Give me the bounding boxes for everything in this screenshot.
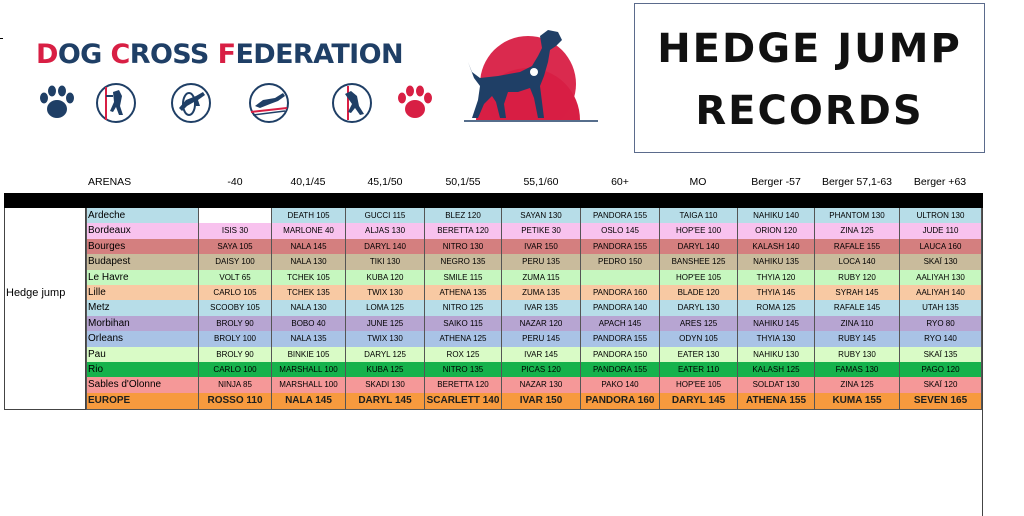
record-cell: NITRO 135	[425, 362, 502, 379]
record-cell: ROX 125	[425, 347, 502, 364]
record-cell: SYRAH 145	[815, 285, 900, 302]
column-header: 40,1/45	[290, 176, 326, 188]
record-cell: SAYA 105	[199, 239, 272, 256]
record-cell: PANDORA 140	[581, 300, 660, 317]
record-cell: TIKI 130	[346, 254, 425, 271]
discipline-label: Hedge jump	[6, 287, 66, 299]
record-cell: APACH 145	[581, 316, 660, 333]
title-line-1: HEDGE JUMP	[657, 26, 962, 72]
record-cell: BERETTA 120	[425, 377, 502, 394]
record-cell: RYO 140	[900, 331, 982, 348]
title-box	[634, 3, 985, 153]
record-cell: ZINA 110	[815, 316, 900, 333]
arena-name-cell: Budapest	[86, 254, 199, 271]
arena-name-cell: Sables d'Olonne	[86, 377, 199, 394]
record-cell: ATHENA 135	[425, 285, 502, 302]
arena-name-cell: Rio	[86, 362, 199, 379]
record-cell: NALA 130	[272, 300, 346, 317]
title-line-2: RECORDS	[695, 88, 924, 134]
record-cell: NAHIKU 145	[738, 316, 815, 333]
record-cell: JUDE 110	[900, 223, 982, 240]
column-header: 50,1/55	[445, 176, 481, 188]
column-header: 60+	[611, 176, 629, 188]
record-cell: NAHIKU 135	[738, 254, 815, 271]
record-cell: TAIGA 110	[660, 208, 738, 225]
record-cell: DARYL 125	[346, 347, 425, 364]
column-header-arenas: ARENAS	[88, 176, 132, 188]
arena-name-cell: Metz	[86, 300, 199, 317]
record-cell: PETIKE 30	[502, 223, 581, 240]
record-cell: DARYL 145	[346, 393, 425, 410]
record-cell: PANDORA 160	[581, 393, 660, 410]
arena-name-cell: Le Havre	[86, 270, 199, 287]
record-cell: KUBA 125	[346, 362, 425, 379]
arena-row	[86, 254, 982, 270]
federation-logo-text: DOG CROSS FEDERATION	[36, 39, 403, 70]
record-cell: PAGO 120	[900, 362, 982, 379]
arena-name-cell: Pau	[86, 347, 199, 364]
dog-high-jump-icon	[95, 82, 137, 124]
record-cell: SKAÏ 135	[900, 347, 982, 364]
arena-name-cell: Ardeche	[86, 208, 199, 225]
record-cell: SEVEN 165	[900, 393, 982, 410]
record-cell: NALA 145	[272, 393, 346, 410]
record-cell: RYO 80	[900, 316, 982, 333]
record-cell: LOCA 140	[815, 254, 900, 271]
record-cell: HOP'EE 105	[660, 270, 738, 287]
record-cell: IVAR 150	[502, 393, 581, 410]
record-cell: DARYL 145	[660, 393, 738, 410]
discipline-cell	[4, 208, 86, 410]
record-cell: VOLT 65	[199, 270, 272, 287]
arena-row	[86, 362, 982, 378]
record-cell: DARYL 130	[660, 300, 738, 317]
column-header: 45,1/50	[367, 176, 403, 188]
record-cell: PAKO 140	[581, 377, 660, 394]
column-header: -40	[227, 176, 243, 188]
column-header: Berger -57	[751, 176, 801, 188]
paw-red-icon	[394, 82, 436, 124]
arena-row	[86, 300, 982, 316]
record-cell: SKAÏ 120	[900, 377, 982, 394]
record-cell: SMILE 115	[425, 270, 502, 287]
record-cell: ROSSO 110	[199, 393, 272, 410]
arena-name-cell: Orleans	[86, 331, 199, 348]
record-cell: GUCCI 115	[346, 208, 425, 225]
record-cell: PANDORA 155	[581, 208, 660, 225]
record-cell: MARLONE 40	[272, 223, 346, 240]
record-cell: SOLDAT 130	[738, 377, 815, 394]
record-cell: IVAR 135	[502, 300, 581, 317]
record-cell: BROLY 90	[199, 316, 272, 333]
record-cell: PANDORA 155	[581, 331, 660, 348]
record-cell: DAISY 100	[199, 254, 272, 271]
record-cell: EATER 110	[660, 362, 738, 379]
record-cell: NAZAR 130	[502, 377, 581, 394]
arena-name-cell: Morbihan	[86, 316, 199, 333]
record-cell: SKADI 130	[346, 377, 425, 394]
record-cell: CARLO 105	[199, 285, 272, 302]
column-header: MO	[689, 176, 707, 188]
paw-blue-icon	[36, 82, 78, 124]
record-cell: DARYL 140	[660, 239, 738, 256]
record-cell: BLADE 120	[660, 285, 738, 302]
discipline-icons	[36, 82, 436, 126]
dog-long-jump-icon	[248, 82, 290, 124]
arena-name-cell: Lille	[86, 285, 199, 302]
record-cell: UTAH 135	[900, 300, 982, 317]
column-header: Berger 57,1-63	[821, 176, 893, 188]
arena-row	[86, 223, 982, 239]
record-cell: SAYAN 130	[502, 208, 581, 225]
record-cell: ZUMA 115	[502, 270, 581, 287]
record-cell: RAFALE 155	[815, 239, 900, 256]
record-cell: NEGRO 135	[425, 254, 502, 271]
record-cell: SCARLETT 140	[425, 393, 502, 410]
record-cell: MARSHALL 100	[272, 377, 346, 394]
record-cell: ALJAS 130	[346, 223, 425, 240]
arena-row	[86, 239, 982, 255]
record-cell: TWIX 130	[346, 285, 425, 302]
record-cell: ISIS 30	[199, 223, 272, 240]
corner-mark	[0, 38, 3, 39]
record-cell: CARLO 100	[199, 362, 272, 379]
record-cell: BROLY 90	[199, 347, 272, 364]
record-cell: NINJA 85	[199, 377, 272, 394]
arena-name-cell: Bordeaux	[86, 223, 199, 240]
europe-record-row	[86, 393, 982, 409]
record-cell: ATHENA 155	[738, 393, 815, 410]
record-cell: RAFALE 145	[815, 300, 900, 317]
dog-tire-jump-icon	[170, 82, 212, 124]
record-cell: TCHEK 135	[272, 285, 346, 302]
record-cell: AALIYAH 140	[900, 285, 982, 302]
arena-row	[86, 377, 982, 393]
record-cell: PHANTOM 130	[815, 208, 900, 225]
record-cell: AALIYAH 130	[900, 270, 982, 287]
record-cell: BERETTA 120	[425, 223, 502, 240]
record-cell: PEDRO 150	[581, 254, 660, 271]
dog-pole-jump-icon	[331, 82, 373, 124]
record-cell: ATHENA 125	[425, 331, 502, 348]
record-cell: RUBY 130	[815, 347, 900, 364]
record-cell: IVAR 145	[502, 347, 581, 364]
record-cell: BOBO 40	[272, 316, 346, 333]
record-cell: HOP'EE 100	[660, 223, 738, 240]
header-separator-bar	[4, 193, 983, 208]
record-cell: ZUMA 135	[502, 285, 581, 302]
record-cell: PANDORA 160	[581, 285, 660, 302]
arena-row	[86, 285, 982, 301]
record-cell: TCHEK 105	[272, 270, 346, 287]
record-cell: ORION 120	[738, 223, 815, 240]
record-cell: THYIA 120	[738, 270, 815, 287]
arena-row	[86, 208, 982, 224]
record-cell: BLEZ 120	[425, 208, 502, 225]
arena-row	[86, 270, 982, 286]
record-cell: KALASH 140	[738, 239, 815, 256]
dog-emblem-logo	[458, 26, 600, 128]
record-cell: PICAS 120	[502, 362, 581, 379]
arena-name-cell: Bourges	[86, 239, 199, 256]
record-cell: IVAR 150	[502, 239, 581, 256]
record-cell: NAHIKU 140	[738, 208, 815, 225]
record-cell: ROMA 125	[738, 300, 815, 317]
record-cell: DARYL 140	[346, 239, 425, 256]
record-cell: NALA 135	[272, 331, 346, 348]
record-cell: THYIA 130	[738, 331, 815, 348]
record-cell: NITRO 130	[425, 239, 502, 256]
record-cell: BROLY 100	[199, 331, 272, 348]
record-cell: ZINA 125	[815, 223, 900, 240]
record-cell: NAHIKU 130	[738, 347, 815, 364]
record-cell: NALA 145	[272, 239, 346, 256]
record-cell: LAUCA 160	[900, 239, 982, 256]
record-cell: PERU 135	[502, 254, 581, 271]
record-cell: ODYN 105	[660, 331, 738, 348]
record-cell: ZINA 125	[815, 377, 900, 394]
column-header: Berger +63	[913, 176, 967, 188]
record-cell: EATER 130	[660, 347, 738, 364]
record-cell: KALASH 125	[738, 362, 815, 379]
record-cell: NAZAR 120	[502, 316, 581, 333]
record-cell: PERU 145	[502, 331, 581, 348]
record-cell: MARSHALL 100	[272, 362, 346, 379]
record-cell: THYIA 145	[738, 285, 815, 302]
record-cell: PANDORA 155	[581, 362, 660, 379]
record-cell: RUBY 120	[815, 270, 900, 287]
record-cell: JUNE 125	[346, 316, 425, 333]
record-cell: HOP'EE 105	[660, 377, 738, 394]
record-cell: SAIKO 115	[425, 316, 502, 333]
right-border	[982, 208, 983, 516]
record-cell: SCOOBY 105	[199, 300, 272, 317]
record-cell: NALA 130	[272, 254, 346, 271]
record-cell: BINKIE 105	[272, 347, 346, 364]
record-cell: RUBY 145	[815, 331, 900, 348]
arena-name-cell: EUROPE	[86, 393, 199, 410]
arena-row	[86, 316, 982, 332]
record-cell: NITRO 125	[425, 300, 502, 317]
record-cell: FAMAS 130	[815, 362, 900, 379]
record-cell: BANSHEE 125	[660, 254, 738, 271]
column-header: 55,1/60	[523, 176, 559, 188]
arena-row	[86, 347, 982, 363]
record-cell: PANDORA 155	[581, 239, 660, 256]
record-cell: TWIX 130	[346, 331, 425, 348]
record-cell: SKAÏ 130	[900, 254, 982, 271]
record-cell: OSLO 145	[581, 223, 660, 240]
record-cell: KUMA 155	[815, 393, 900, 410]
record-cell: LOMA 125	[346, 300, 425, 317]
record-cell: ARES 125	[660, 316, 738, 333]
record-cell: ULTRON 130	[900, 208, 982, 225]
arena-row	[86, 331, 982, 347]
record-cell: KUBA 120	[346, 270, 425, 287]
record-cell: PANDORA 150	[581, 347, 660, 364]
record-cell: DEATH 105	[272, 208, 346, 225]
